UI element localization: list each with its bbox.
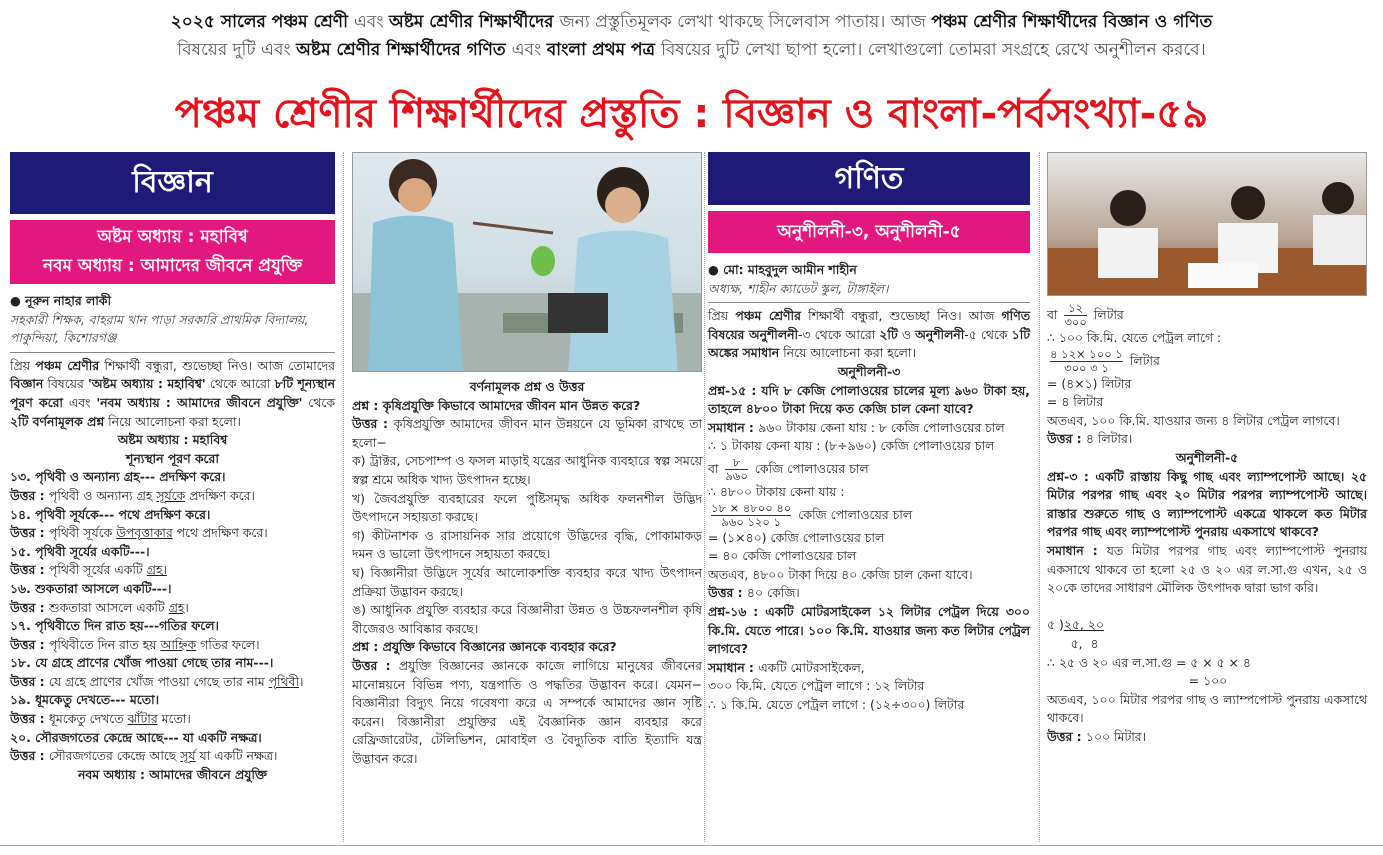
bold-text: ১টি অঙ্কের সমাধান: [708, 326, 1035, 361]
intro-line-1: [0, 8, 1383, 36]
paragraph: [1047, 393, 1367, 412]
text: বর্ণনামূলক প্রশ্ন ও উত্তর: [469, 379, 585, 394]
text: এবং: [63, 394, 97, 410]
chapter-9: নবম অধ্যায় : আমাদের জীবনে প্রযুক্তি: [42, 256, 303, 276]
text: পৃথিবী ও অন্যান্য গ্রহ: [48, 487, 157, 503]
text: লিটার: [1125, 352, 1160, 368]
fraction: $\frac{৪ ১২\times ১০০ ১}{৩০০ ৩ ১}$: [1050, 346, 1123, 375]
paragraph: [1047, 375, 1367, 394]
author-name: ● নূরুন নাহার লাকী: [10, 293, 111, 308]
text: ∴ ২৫ ও ২০ এর ল.সা.গু = ৫ × ৫ × ৪: [1047, 654, 1251, 670]
text: পৃথিবী সূর্যের একটি: [48, 562, 147, 578]
text: থেকে আরো: [205, 376, 275, 392]
text: গতির ফলে।: [196, 636, 260, 652]
text: নিয়ে আলোচনা করা হলো।: [104, 413, 241, 429]
paragraph: [1047, 302, 1367, 329]
paragraph: [10, 580, 335, 599]
text: যে গ্রহে প্রাণের খোঁজ পাওয়া গেছে তার নাম: [48, 673, 269, 689]
paragraph: [1047, 348, 1367, 375]
paragraph: [352, 415, 706, 452]
section-heading: [10, 766, 335, 785]
bold-text: ২০২৫ সালের পঞ্চম শ্রেণী: [170, 12, 354, 32]
paragraph: [10, 487, 335, 506]
answer-text: ২৫, ২০: [1063, 617, 1104, 633]
text: ক) ট্রাক্টর, সেচপাম্প ও ফসল মাড়াই যন্ত্রের আধুনিক ব্যবহারে স্বল্প সময়ে স্বল্প শ্রমে অধিক খাদ্য উৎপাদন হচ্ছে।: [352, 453, 706, 487]
paragraph: [1047, 329, 1367, 348]
classroom-photo: [1048, 153, 1367, 296]
bold-text: অষ্টম শ্রেণীর শিক্ষার্থীদের গণিত: [296, 40, 512, 60]
bold-text: ২টি বর্ণনামূলক প্রশ্ন: [10, 413, 105, 429]
answer-text: আহ্নিক: [160, 636, 197, 652]
bold-text: পঞ্চম শ্রেণীর শিক্ষার্থীদের বিজ্ঞান ও গণিত: [931, 12, 1213, 32]
section-heading: [1047, 449, 1367, 468]
bold-text: ২০. সৌরজগতের কেন্দ্রে আছে--- যা একটি নক্ষত্র।: [10, 729, 262, 745]
text: ঙ) আধুনিক প্রযুক্তি ব্যবহার করে বিজ্ঞানীরা উন্নত ও উচ্চফলনশীল কৃষি বীজেরও আবিষ্কার করছে।: [352, 602, 706, 636]
fraction: $\frac{৮}{৯৬০}$: [725, 454, 748, 483]
paragraph: [708, 502, 1030, 529]
text: পথে প্রদক্ষিণ করে।: [172, 525, 268, 541]
bold-text: পঞ্চম শ্রেণীর: [735, 308, 801, 324]
text: বিষয়ের দুটি লেখা ছাপা হলো। লেখাগুলো তোমরা সংগ্রহে রেখে অনুশীলন করবে।: [660, 40, 1206, 60]
text: ৫ ): [1047, 617, 1064, 633]
paragraph: [1047, 672, 1367, 691]
paragraph: [10, 673, 335, 692]
bold-text: প্রশ্ন-১৫ : যদি ৮ কেজি পোলাওয়ের চালের মূল্য ৯৬০ টাকা হয়, তাহলে ৪৮০০ টাকা দিয়ে কত কেজি চাল কেনা যাবে?: [708, 382, 1035, 417]
text: থেকে: [302, 394, 339, 410]
bold-text: ১৩. পৃথিবী ও অন্যান্য গ্রহ--- প্রদক্ষিণ করে।: [10, 469, 226, 485]
paragraph: [1047, 430, 1367, 449]
paragraph: [10, 617, 335, 636]
paragraph: [1047, 728, 1367, 747]
text: বা: [1047, 307, 1062, 322]
bold-text: গণিত বিষয়ের অনুশীলনী: [708, 308, 1035, 342]
paragraph: [1047, 542, 1371, 598]
text: প্রযুক্তি বিজ্ঞানের জ্ঞানকে কাজে লাগিয়ে মানুষের জীবনের মানোন্নয়নে বিভিন্ন পণ্য, যন্ত্রপাতি ও পদ্ধতির উদ্ভাবন করে। যেমন− বিজ্ঞানীরা বিদ্যুৎ নিয়ে গবেষণা করে এ সম্পর্কে আমাদের জ্ঞান সৃষ্টি করেন। বিজ্ঞানীরা প্রযুক্তির এই বৈজ্ঞানিক জ্ঞান ব্যবহার করে রেফ্রিজারেটর, টেলিভিশন, মোবাইল ও বৈদ্যুতিক বাতি ইত্যাদি যন্ত্র উদ্ভাবন করে।: [352, 657, 706, 766]
text: কেজি পোলাওয়ের চাল: [750, 460, 869, 476]
text: অষ্টম অধ্যায় : মহাবিশ্ব: [117, 432, 228, 448]
paragraph: [352, 452, 706, 489]
text: পৃথিবীতে দিন রাত হয়: [48, 636, 161, 652]
answer-text: সূর্য: [180, 748, 196, 764]
paragraph: [1047, 468, 1372, 542]
paragraph: [352, 601, 706, 638]
bold-text: সমাধান :: [1047, 542, 1107, 558]
text: = ৪ লিটার: [1047, 394, 1104, 410]
text: ∴ ১ টাকায় কেনা যায় : (৮÷৯৬০) কেজি পোলাওয়ের চাল: [708, 438, 995, 454]
answer-text: গ্রহ: [168, 599, 185, 615]
text: ৯৬০ টাকায় কেনা যায় : ৮ কেজি পোলাওয়ের চাল: [758, 419, 1005, 435]
bold-text: অনুশীলনী: [915, 326, 965, 342]
paragraph: [10, 654, 335, 673]
text: কৃষিপ্রযুক্তি আমাদের জীবন মান উন্নয়নে যে ভূমিকা রাখছে তা হলো−: [352, 416, 706, 450]
section-heading: [352, 378, 702, 397]
descriptive-column: [352, 152, 706, 768]
section-heading: [10, 431, 335, 450]
bold-text: উত্তর :: [10, 636, 49, 652]
text: শিক্ষার্থী বন্ধুরা, শুভেচ্ছা নিও। আজ: [800, 308, 1002, 324]
bold-text: উত্তর :: [352, 657, 399, 673]
text: শিক্ষার্থী বন্ধুরা, শুভেচ্ছা নিও। আজ তোমাদের: [99, 357, 339, 373]
section-heading: [10, 450, 335, 469]
bold-text: ১৯. ধূমকেতু দেখতে--- মতো।: [10, 692, 160, 708]
text: একটি মোটরসাইকেল,: [758, 659, 865, 675]
answer-text: পৃথিবী: [268, 673, 299, 689]
author-designation: সহকারী শিক্ষক, বাহরাম খান পাড়া সরকারি প্রাথমিক বিদ্যালয়, পাকুন্দিয়া, কিশোরগঞ্জ: [10, 311, 335, 353]
text: ধূমকেতু দেখতে: [48, 711, 128, 727]
paragraph: [708, 584, 1030, 603]
text: ৩০০ কি.মি. যেতে পেট্রল লাগে : ১২ লিটার: [708, 678, 925, 694]
author-designation: অধ্যক্ষ, শাহীন ক্যাডেট স্কুল, টাঙ্গাইল।: [708, 280, 1030, 304]
text: [1047, 599, 1051, 614]
text: ∴ ৪৮০০ টাকায় কেনা যায় :: [708, 483, 845, 499]
paragraph: [1047, 635, 1367, 654]
paragraph: [708, 603, 1035, 659]
bold-text: 'নবম অধ্যায় : আমাদের জীবনে প্রযুক্তি': [96, 394, 303, 410]
bold-text: প্রশ্ন-৩ : একটি রাস্তায় কিছু গাছ এবং ল্যাম্পপোস্ট আছে। ২৫ মিটার পরপর গাছ এবং ২০ মিটার পরপর ল্যাম্পপোস্ট আছে। রাস্তার শুরুতে গাছ ও ল্যাম্পপোস্ট একত্রে থাকলে কত মিটার পরপর গাছ এবং ল্যাম্পপোস্ট পুনরায় একসাথে থাকবে?: [1047, 468, 1372, 540]
paragraph: [708, 307, 1035, 363]
classroom-illustration: [352, 152, 702, 372]
text: অতএব, ৪৮০০ টাকা দিয়ে ৪০ কেজি চাল কেনা যাবে।: [708, 566, 973, 582]
paragraph: [352, 490, 706, 527]
bold-text: উত্তর :: [708, 585, 747, 601]
text: -৩ থেকে আরো: [798, 326, 880, 342]
bold-text: উত্তর :: [10, 711, 49, 727]
bold-text: বিজ্ঞান: [10, 376, 44, 392]
paragraph: [352, 564, 706, 601]
text: ∴ ১ কি.মি. যেতে পেট্রল লাগে : (১২÷৩০০) লিটার: [708, 696, 965, 712]
text: বিষয়ের দুটি এবং: [177, 40, 297, 60]
text: ৪ লিটার।: [1085, 431, 1133, 447]
paragraph: [10, 636, 335, 655]
bold-text: উত্তর :: [10, 748, 49, 764]
paragraph: [708, 529, 1030, 548]
text: -৫ থেকে: [964, 326, 1012, 342]
paragraph: [352, 638, 702, 657]
paragraph: [10, 524, 335, 543]
paragraph: [708, 547, 1030, 566]
text: বিষয়ের: [43, 376, 88, 392]
bold-text: ১৬. শুকতারা আসলে একটি---।: [10, 580, 172, 596]
column-divider: [343, 152, 344, 842]
bold-text: সমাধান :: [708, 659, 759, 675]
text: ও: [897, 326, 916, 342]
paragraph: [708, 382, 1035, 419]
bold-text: 'অষ্টম অধ্যায় : মহাবিশ্ব': [87, 376, 206, 392]
math-subheader: অনুশীলনী-৩, অনুশীলনী-৫: [708, 211, 1030, 253]
text: = ৪০ কেজি পোলাওয়ের চাল: [708, 548, 857, 564]
bold-text: উত্তর :: [1047, 728, 1086, 744]
science-chapters: [10, 220, 335, 284]
text: লিটার: [1089, 307, 1124, 322]
math-continued-body: [1047, 301, 1372, 746]
bold-text: প্রশ্ন : প্রযুক্তি কিভাবে বিজ্ঞানের জ্ঞানকে ব্যবহার করে?: [352, 639, 617, 655]
paragraph: [1047, 691, 1371, 728]
paragraph: [708, 566, 1030, 585]
paragraph: [1047, 598, 1367, 617]
text: এবং: [353, 12, 389, 32]
paragraph: [10, 357, 340, 431]
text: খ) জৈবপ্রযুক্তি ব্যবহারের ফলে পুষ্টিসমৃদ্ধ অধিক ফলনশীল উদ্ভিদ উৎপাদনে সহায়তা করছে।: [352, 490, 706, 525]
paragraph: [708, 456, 1030, 483]
science-column: [10, 152, 340, 784]
text: ৪০ কেজি।: [746, 585, 800, 601]
bold-text: প্রশ্ন-১৬ : একটি মোটরসাইকেল ১২ লিটার পেট্রল দিয়ে ৩০০ কি.মি. যেতে পারে। ১০০ কি.মি. যাওয়ার জন্য কত লিটার পেট্রল লাগবে?: [708, 603, 1035, 657]
text: যা একটি নক্ষত্র।: [195, 748, 278, 764]
text: শুকতারা আসলে একটি: [48, 599, 169, 615]
paragraph: [10, 561, 335, 580]
text: জন্য প্রস্তুতিমূলক লেখা থাকছে সিলেবাস পাতায়। আজ: [559, 12, 932, 32]
section-heading: [708, 363, 1030, 382]
text: সৌরজগতের কেন্দ্রে আছে: [48, 748, 181, 764]
text: মতো।: [157, 711, 191, 727]
math-column: [708, 152, 1035, 714]
author-name: ● মো: মাহবুদুল আমীন শাহীন: [708, 262, 857, 277]
paragraph: [708, 437, 1030, 456]
text: প্রিয়: [708, 308, 736, 324]
paragraph: [708, 419, 1030, 438]
text: অনুশীলনী-৫: [1175, 449, 1239, 465]
paragraph: [708, 483, 1030, 502]
answer-text: উপবৃত্তাকার: [116, 525, 173, 541]
text: প্রিয়: [10, 357, 36, 373]
bold-text: ১৮. যে গ্রহে প্রাণের খোঁজ পাওয়া গেছে তার নাম---।: [10, 655, 274, 671]
text: = (৪×১) লিটার: [1047, 375, 1132, 391]
text: = ১০০: [1047, 673, 1228, 689]
chapter-8: অষ্টম অধ্যায় : মহাবিশ্ব: [97, 227, 248, 247]
students-experiment-illustration: [353, 153, 702, 372]
text: শূন্যস্থান পূরণ করো: [126, 450, 219, 466]
bold-text: উত্তর :: [10, 599, 49, 615]
text: ঘ) বিজ্ঞানীরা উদ্ভিদে সূর্যের আলোকশক্তি ব্যবহার করে খাদ্য উৎপাদন প্রক্রিয়া উদ্ভাবন করছে।: [352, 564, 706, 599]
students-writing-photo: [1047, 152, 1367, 296]
paragraph: [1047, 616, 1367, 635]
bold-text: উত্তর :: [1047, 431, 1086, 447]
bold-text: ৮টি শূন্যস্থান পূরণ করো: [10, 376, 340, 410]
text: নবম অধ্যায় : আমাদের জীবনে প্রযুক্তি: [78, 766, 267, 782]
bold-text: বাংলা প্রথম পত্র: [546, 40, 661, 60]
math-body: [708, 307, 1035, 714]
bold-text: উত্তর :: [10, 562, 49, 578]
bold-text: উত্তর :: [10, 525, 49, 541]
text: বা: [708, 460, 723, 476]
intro-text: [0, 8, 1383, 64]
bold-text: সমাধান :: [708, 419, 759, 435]
bold-text: উত্তর :: [352, 416, 394, 432]
paragraph: [10, 747, 335, 766]
answer-text: ঝাঁটার: [127, 711, 158, 727]
bold-text: পঞ্চম শ্রেণীর: [35, 357, 100, 373]
science-body: [10, 357, 340, 785]
paragraph: [10, 506, 335, 525]
text: এবং: [511, 40, 547, 60]
paragraph: [1047, 654, 1367, 673]
text: গ) কীটনাশক ও রাসায়নিক সার প্রয়োগে উদ্ভিদের বৃদ্ধি, পোকামাকড় দমন ও ভালো উৎপাদনে সহায়তা করছে।: [352, 527, 706, 562]
paragraph: [10, 468, 335, 487]
intro-line-2: [0, 36, 1383, 64]
column-divider: [1039, 152, 1040, 842]
descriptive-body: [352, 378, 706, 768]
bold-text: উত্তর :: [10, 487, 49, 503]
text: প্রদক্ষিণ করে।: [185, 487, 255, 503]
bold-text: ২টি: [879, 326, 898, 342]
text: অতএব, ১০০ মিটার পরপর গাছ ও ল্যাম্পপোস্ট পুনরায় একসাথে থাকবে।: [1047, 691, 1371, 726]
paragraph: [708, 696, 1030, 715]
bold-text: ১৭. পৃথিবীতে দিন রাত হয়---গতির ফলে।: [10, 618, 219, 634]
fraction: $\frac{১২}{৩০০}$: [1064, 301, 1087, 329]
text: ।: [184, 599, 189, 615]
math-continued-column: [1047, 152, 1372, 746]
paragraph: [708, 659, 1030, 678]
bold-text: অষ্টম শ্রেণীর শিক্ষার্থীদের: [388, 12, 560, 32]
text: নিয়ে আলোচনা করা হলো।: [779, 345, 916, 361]
text: যত মিটার পরপর গাছ এবং ল্যাম্পপোস্ট পুনরায় একসাথে থাকবে তা হলো ২৫ ও ২০ এর ল.সা.গু এখন, ২৫ ও ২০কে তাদের সাধারণ মৌলিক উৎপাদক দ্বারা ভাগ করি।: [1047, 542, 1371, 596]
science-header: বিজ্ঞান: [10, 152, 335, 214]
paragraph: [708, 677, 1030, 696]
math-header: গণিত: [708, 152, 1030, 205]
text: ৫, ৪: [1047, 635, 1099, 651]
text: অনুশীলনী-৩: [837, 363, 901, 379]
paragraph: [352, 397, 702, 416]
bold-text: ১৪. পৃথিবী সূর্যকে--- পথে প্রদক্ষিণ করে।: [10, 506, 211, 522]
bold-text: উত্তর :: [10, 673, 49, 689]
answer-text: সূর্যকে: [156, 487, 186, 503]
text: = (১×৪০) কেজি পোলাওয়ের চাল: [708, 529, 885, 545]
paragraph: [10, 710, 335, 729]
bottom-rule: [0, 845, 1383, 846]
paragraph: [352, 527, 706, 564]
answer-text: গ্রহ।: [146, 562, 167, 578]
paragraph: [10, 691, 335, 710]
paragraph: [10, 599, 335, 618]
bold-text: প্রশ্ন : কৃষিপ্রযুক্তি কিভাবে আমাদের জীবন মান উন্নত করে?: [352, 397, 641, 413]
paragraph: [352, 657, 706, 769]
text: পৃথিবী সূর্যকে: [48, 525, 117, 541]
text: ।: [298, 673, 304, 689]
fraction: $\frac{১৮ \times ৪৮০০ ৪০}{৯৬০ ১২০ ১}$: [711, 500, 792, 529]
paragraph: [10, 543, 335, 562]
page-title: পঞ্চম শ্রেণীর শিক্ষার্থীদের প্রস্তুতি : বিজ্ঞান ও বাংলা-পর্বসংখ্যা-৫৯: [174, 91, 1209, 137]
paragraph: [1047, 412, 1367, 431]
text: অতএব, ১০০ কি.মি. যাওয়ার জন্য ৪ লিটার পেট্রল লাগবে।: [1047, 412, 1340, 428]
bold-text: ১৫. পৃথিবী সূর্যের একটি---।: [10, 543, 150, 559]
paragraph: [10, 729, 335, 748]
text: ১০০ মিটার।: [1085, 728, 1147, 744]
text: কেজি পোলাওয়ের চাল: [794, 506, 913, 522]
text: ∴ ১০০ কি.মি. যেতে পেট্রল লাগে :: [1047, 330, 1222, 345]
